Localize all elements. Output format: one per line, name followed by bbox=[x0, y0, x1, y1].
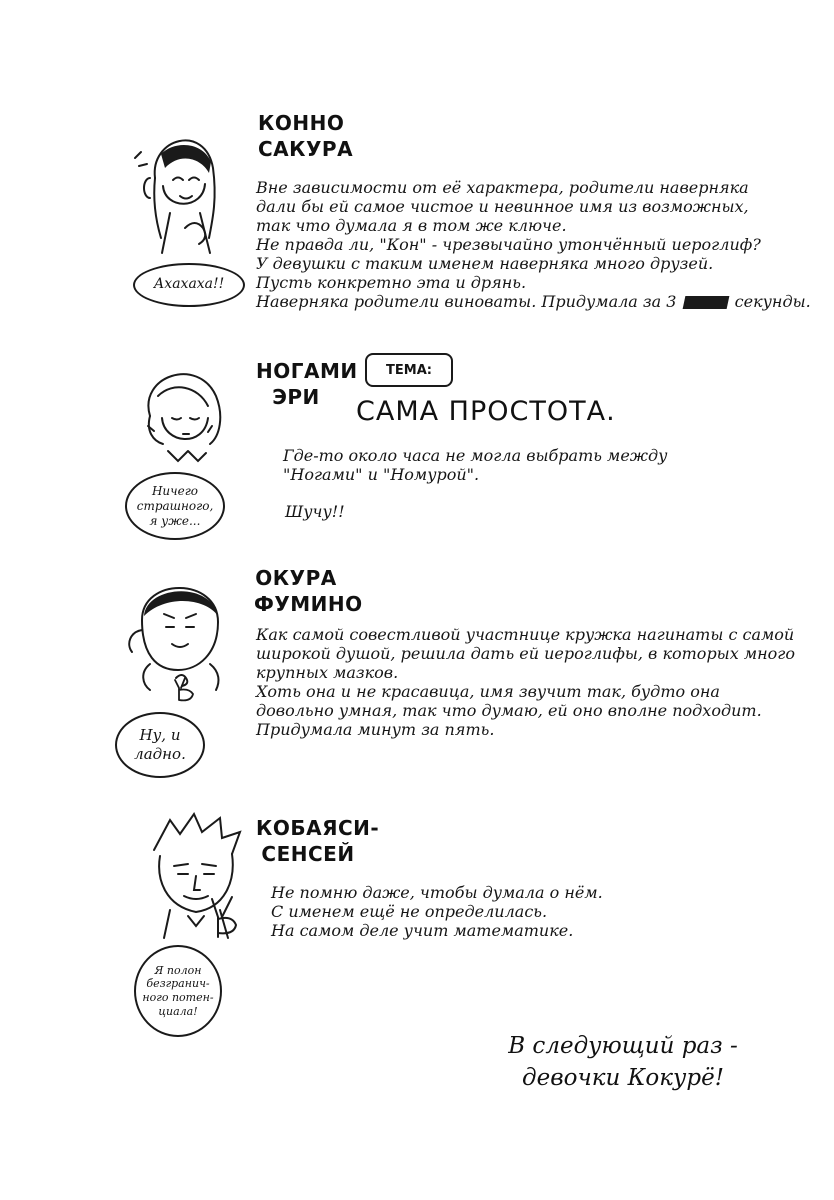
bubble-line: страшного, bbox=[136, 498, 214, 513]
description-text: секунды. bbox=[734, 292, 811, 311]
description-line: Где-то около часа не могла выбрать между bbox=[283, 446, 668, 465]
description-line: широкой душой, решила дать ей иероглифы, в которых много bbox=[256, 644, 795, 663]
description-line: дали бы ей самое чистое и невинное имя из возможных, bbox=[256, 197, 749, 216]
next-time-line: девочки Кокурё! bbox=[522, 1065, 724, 1091]
next-time-caption bbox=[488, 1030, 758, 1094]
description-text: Наверняка родители виноваты. Придумала за 3 bbox=[256, 292, 677, 311]
bubble-line: я уже... bbox=[149, 513, 201, 528]
description-line: Как самой совестливой участнице кружка нагинаты с самой bbox=[256, 625, 795, 644]
peace-sign-icon bbox=[173, 676, 199, 702]
okura-fumino-speech-bubble bbox=[115, 712, 205, 778]
name-line: САКУРА bbox=[258, 137, 354, 161]
description-line: Не правда ли, "Кон" - чрезвычайно утончённый иероглиф? bbox=[256, 235, 761, 254]
bubble-line: Я полон bbox=[154, 963, 202, 977]
konno-sakura-description bbox=[256, 178, 811, 311]
konno-sakura-name bbox=[258, 110, 353, 162]
name-line: КОННО bbox=[258, 111, 345, 135]
description-line bbox=[256, 292, 811, 311]
nogami-eri-joke: Шучу!! bbox=[285, 502, 345, 521]
description-line: На самом деле учит математике. bbox=[271, 921, 574, 940]
okura-fumino-description bbox=[256, 625, 795, 739]
bubble-line: ладно. bbox=[134, 745, 186, 763]
description-line: Хоть она и не красавица, имя звучит так, будто она bbox=[256, 682, 720, 701]
name-line: СЕНСЕЙ bbox=[261, 842, 355, 866]
description-line: "Ногами" и "Номурой". bbox=[283, 465, 480, 484]
name-line: ЭРИ bbox=[272, 385, 320, 409]
description-line: довольно умная, так что думаю, ей оно вполне подходит. bbox=[256, 701, 762, 720]
kobayashi-sensei-description bbox=[271, 883, 603, 940]
bubble-line: ного потен- bbox=[142, 991, 214, 1004]
konno-sakura-speech-bubble bbox=[133, 263, 245, 307]
description-line: Не помню даже, чтобы думала о нём. bbox=[271, 883, 603, 902]
kobayashi-sensei-speech-bubble bbox=[134, 945, 222, 1037]
description-line: Пусть конкретно эта и дрянь. bbox=[256, 273, 527, 292]
konno-sakura-bubble-text: Ахахаха!! bbox=[153, 276, 225, 293]
name-line: КОБАЯСИ- bbox=[256, 816, 380, 840]
theme-title: САМА ПРОСТОТА. bbox=[356, 396, 616, 427]
description-line: Придумала минут за пять. bbox=[256, 720, 495, 739]
kobayashi-sensei-name bbox=[256, 815, 380, 867]
name-line: ОКУРА bbox=[255, 566, 337, 590]
nogami-eri-name bbox=[256, 358, 358, 410]
theme-label: ТЕМА: bbox=[386, 362, 432, 378]
nogami-eri-portrait bbox=[128, 356, 228, 471]
konno-sakura-portrait bbox=[125, 118, 230, 258]
bubble-line: Ну, и bbox=[139, 726, 181, 745]
nogami-eri-description bbox=[283, 446, 667, 484]
peace-sign-icon bbox=[208, 895, 242, 939]
description-line: С именем ещё не определилась. bbox=[271, 902, 548, 921]
name-line: ФУМИНО bbox=[254, 592, 363, 616]
censor-scribble bbox=[682, 296, 729, 309]
description-line: Вне зависимости от её характера, родители наверняка bbox=[256, 178, 749, 197]
name-line: НОГАМИ bbox=[256, 359, 358, 383]
description-line: крупных мазков. bbox=[256, 663, 399, 682]
theme-label-box bbox=[365, 353, 453, 387]
next-time-line: В следующий раз - bbox=[508, 1033, 738, 1059]
nogami-eri-speech-bubble bbox=[125, 472, 225, 540]
bubble-line: Ничего bbox=[151, 483, 199, 498]
description-line: так что думала я в том же ключе. bbox=[256, 216, 567, 235]
bubble-line: циала! bbox=[158, 1004, 198, 1018]
okura-fumino-name bbox=[254, 565, 363, 617]
okura-fumino-portrait bbox=[120, 572, 235, 692]
bubble-line: безгранич- bbox=[146, 977, 210, 991]
description-line: У девушки с таким именем наверняка много друзей. bbox=[256, 254, 714, 273]
